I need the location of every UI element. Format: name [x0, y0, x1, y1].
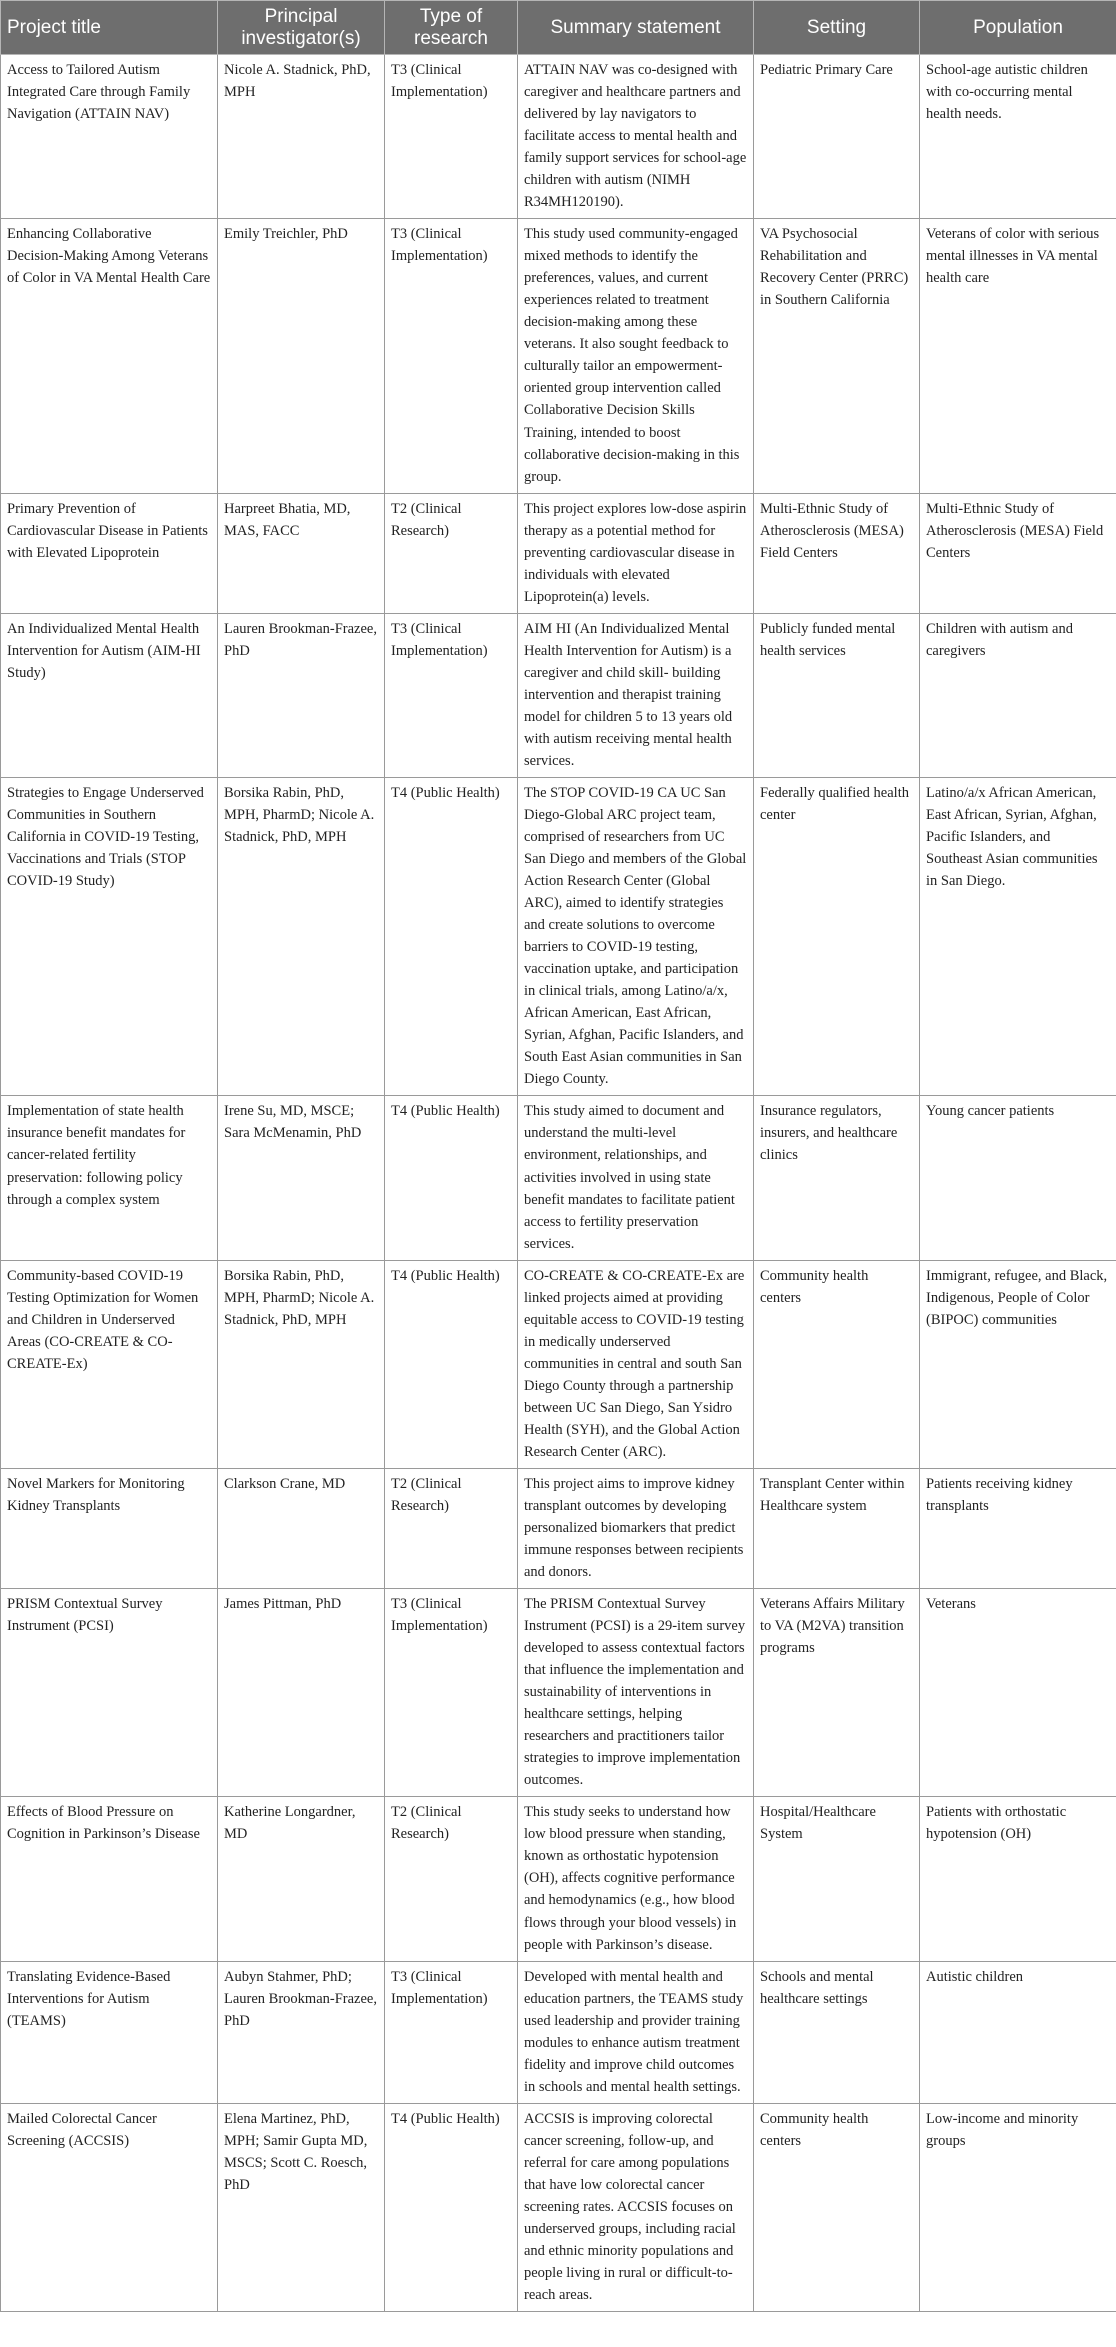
cell-summary-statement: The STOP COVID-19 CA UC San Diego-Global ARC project team, comprised of researchers from UC San Diego and members of the Global Action Research Center (Global ARC), aimed to identify strategies and create solutions to overcome barriers to COVID-19 testing, vaccination uptake, and participation in clinical trials, among Latino/a/x, African American, East African, Syrian, Afghan, Pacific Islanders, and South East Asian communities in San Diego County. [518, 777, 754, 1095]
cell-project-title: Primary Prevention of Cardiovascular Disease in Patients with Elevated Lipoprotein [1, 493, 218, 613]
cell-project-title: Translating Evidence-Based Interventions for Autism (TEAMS) [1, 1961, 218, 2103]
cell-summary-statement: ATTAIN NAV was co-designed with caregiver and healthcare partners and delivered by lay navigators to facilitate access to mental health and family support services for school-age children with autism (NIMH R34MH120190). [518, 55, 754, 219]
cell-setting: VA Psychosocial Rehabilitation and Recovery Center (PRRC) in Southern California [754, 219, 920, 493]
cell-principal-investigators: Borsika Rabin, PhD, MPH, PharmD; Nicole A. Stadnick, PhD, MPH [218, 1260, 385, 1468]
cell-principal-investigators: Borsika Rabin, PhD, MPH, PharmD; Nicole A. Stadnick, PhD, MPH [218, 777, 385, 1095]
table-row [1, 1589, 1116, 1797]
header-project-title: Project title [1, 1, 218, 55]
cell-population: School-age autistic children with co-occurring mental health needs. [920, 55, 1116, 219]
cell-principal-investigators: Elena Martinez, PhD, MPH; Samir Gupta MD, MSCS; Scott C. Roesch, PhD [218, 2103, 385, 2311]
cell-principal-investigators: Nicole A. Stadnick, PhD, MPH [218, 55, 385, 219]
header-type-of-research: Type of research [385, 1, 518, 55]
table-row [1, 1260, 1116, 1468]
cell-summary-statement: AIM HI (An Individualized Mental Health Intervention for Autism) is a caregiver and child skill- building intervention and therapist training model for children 5 to 13 years old with autism receiving mental health services. [518, 613, 754, 777]
cell-population: Multi-Ethnic Study of Atherosclerosis (MESA) Field Centers [920, 493, 1116, 613]
cell-setting: Pediatric Primary Care [754, 55, 920, 219]
cell-project-title: An Individualized Mental Health Intervention for Autism (AIM-HI Study) [1, 613, 218, 777]
cell-project-title: Implementation of state health insurance benefit mandates for cancer-related fertility preservation: following policy through a complex system [1, 1096, 218, 1260]
cell-type-of-research: T3 (Clinical Implementation) [385, 613, 518, 777]
cell-population: Patients receiving kidney transplants [920, 1468, 1116, 1588]
cell-population: Veterans [920, 1589, 1116, 1797]
cell-type-of-research: T4 (Public Health) [385, 1260, 518, 1468]
cell-summary-statement: The PRISM Contextual Survey Instrument (PCSI) is a 29-item survey developed to assess contextual factors that influence the implementation and sustainability of interventions in healthcare settings, helping researchers and practitioners tailor strategies to improve implementation outcomes. [518, 1589, 754, 1797]
cell-population: Young cancer patients [920, 1096, 1116, 1260]
cell-setting: Publicly funded mental health services [754, 613, 920, 777]
cell-summary-statement: Developed with mental health and education partners, the TEAMS study used leadership and provider training modules to enhance autism treatment fidelity and improve child outcomes in schools and mental health settings. [518, 1961, 754, 2103]
cell-type-of-research: T2 (Clinical Research) [385, 1797, 518, 1961]
cell-summary-statement: This study aimed to document and understand the multi-level environment, relationships, and activities involved in using state benefit mandates to facilitate patient access to fertility preservation services. [518, 1096, 754, 1260]
cell-type-of-research: T3 (Clinical Implementation) [385, 1589, 518, 1797]
cell-project-title: Enhancing Collaborative Decision-Making Among Veterans of Color in VA Mental Health Care [1, 219, 218, 493]
cell-setting: Federally qualified health center [754, 777, 920, 1095]
cell-principal-investigators: Emily Treichler, PhD [218, 219, 385, 493]
cell-project-title: Effects of Blood Pressure on Cognition in Parkinson’s Disease [1, 1797, 218, 1961]
cell-setting: Hospital/Healthcare System [754, 1797, 920, 1961]
cell-principal-investigators: Harpreet Bhatia, MD, MAS, FACC [218, 493, 385, 613]
cell-setting: Schools and mental healthcare settings [754, 1961, 920, 2103]
cell-setting: Multi-Ethnic Study of Atherosclerosis (MESA) Field Centers [754, 493, 920, 613]
cell-type-of-research: T4 (Public Health) [385, 777, 518, 1095]
cell-setting: Community health centers [754, 2103, 920, 2311]
cell-setting: Veterans Affairs Military to VA (M2VA) transition programs [754, 1589, 920, 1797]
cell-setting: Insurance regulators, insurers, and healthcare clinics [754, 1096, 920, 1260]
table-row [1, 493, 1116, 613]
cell-project-title: Mailed Colorectal Cancer Screening (ACCSIS) [1, 2103, 218, 2311]
table-row [1, 55, 1116, 219]
cell-type-of-research: T4 (Public Health) [385, 2103, 518, 2311]
header-principal-investigators: Principal investigator(s) [218, 1, 385, 55]
cell-population: Veterans of color with serious mental illnesses in VA mental health care [920, 219, 1116, 493]
cell-population: Children with autism and caregivers [920, 613, 1116, 777]
cell-summary-statement: CO-CREATE & CO-CREATE-Ex are linked projects aimed at providing equitable access to COVID-19 testing in medically underserved communities in central and south San Diego County through a partnership between UC San Diego, San Ysidro Health (SYH), and the Global Action Research Center (ARC). [518, 1260, 754, 1468]
cell-principal-investigators: Lauren Brookman-Frazee, PhD [218, 613, 385, 777]
cell-summary-statement: This study seeks to understand how low blood pressure when standing, known as orthostatic hypotension (OH), affects cognitive performance and hemodynamics (e.g., how blood flows through your blood vessels) in people with Parkinson’s disease. [518, 1797, 754, 1961]
cell-type-of-research: T3 (Clinical Implementation) [385, 219, 518, 493]
table-row [1, 1797, 1116, 1961]
cell-project-title: Strategies to Engage Underserved Communities in Southern California in COVID-19 Testing, Vaccinations and Trials (STOP COVID-19 Study) [1, 777, 218, 1095]
cell-population: Latino/a/x African American, East African, Syrian, Afghan, Pacific Islanders, and Southeast Asian communities in San Diego. [920, 777, 1116, 1095]
cell-setting: Community health centers [754, 1260, 920, 1468]
cell-type-of-research: T3 (Clinical Implementation) [385, 1961, 518, 2103]
header-summary-statement: Summary statement [518, 1, 754, 55]
cell-principal-investigators: Clarkson Crane, MD [218, 1468, 385, 1588]
table-row [1, 1961, 1116, 2103]
header-row [1, 1, 1116, 55]
cell-population: Immigrant, refugee, and Black, Indigenous, People of Color (BIPOC) communities [920, 1260, 1116, 1468]
cell-type-of-research: T2 (Clinical Research) [385, 493, 518, 613]
cell-summary-statement: ACCSIS is improving colorectal cancer screening, follow-up, and referral for care among populations that have low colorectal cancer screening rates. ACCSIS focuses on underserved groups, including racial and ethnic minority populations and people living in rural or difficult-to-reach areas. [518, 2103, 754, 2311]
cell-summary-statement: This project aims to improve kidney transplant outcomes by developing personalized biomarkers that predict immune responses between recipients and donors. [518, 1468, 754, 1588]
cell-type-of-research: T2 (Clinical Research) [385, 1468, 518, 1588]
table-row [1, 777, 1116, 1095]
table-row [1, 613, 1116, 777]
header-population: Population [920, 1, 1116, 55]
cell-project-title: Access to Tailored Autism Integrated Care through Family Navigation (ATTAIN NAV) [1, 55, 218, 219]
cell-type-of-research: T4 (Public Health) [385, 1096, 518, 1260]
cell-principal-investigators: Irene Su, MD, MSCE; Sara McMenamin, PhD [218, 1096, 385, 1260]
cell-summary-statement: This project explores low-dose aspirin therapy as a potential method for preventing cardiovascular disease in individuals with elevated Lipoprotein(a) levels. [518, 493, 754, 613]
cell-population: Low-income and minority groups [920, 2103, 1116, 2311]
cell-project-title: PRISM Contextual Survey Instrument (PCSI) [1, 1589, 218, 1797]
cell-project-title: Community-based COVID-19 Testing Optimization for Women and Children in Underserved Areas (CO-CREATE & CO-CREATE-Ex) [1, 1260, 218, 1468]
table-row [1, 1468, 1116, 1588]
cell-principal-investigators: James Pittman, PhD [218, 1589, 385, 1797]
cell-summary-statement: This study used community-engaged mixed methods to identify the preferences, values, and current experiences related to treatment decision-making among these veterans. It also sought feedback to culturally tailor an empowerment-oriented group intervention called Collaborative Decision Skills Training, intended to boost collaborative decision-making in this group. [518, 219, 754, 493]
table-row [1, 2103, 1116, 2311]
cell-principal-investigators: Aubyn Stahmer, PhD; Lauren Brookman-Frazee, PhD [218, 1961, 385, 2103]
cell-population: Autistic children [920, 1961, 1116, 2103]
cell-project-title: Novel Markers for Monitoring Kidney Transplants [1, 1468, 218, 1588]
cell-type-of-research: T3 (Clinical Implementation) [385, 55, 518, 219]
cell-setting: Transplant Center within Healthcare system [754, 1468, 920, 1588]
table-row [1, 219, 1116, 493]
cell-population: Patients with orthostatic hypotension (OH) [920, 1797, 1116, 1961]
header-setting: Setting [754, 1, 920, 55]
cell-principal-investigators: Katherine Longardner, MD [218, 1797, 385, 1961]
table-row [1, 1096, 1116, 1260]
